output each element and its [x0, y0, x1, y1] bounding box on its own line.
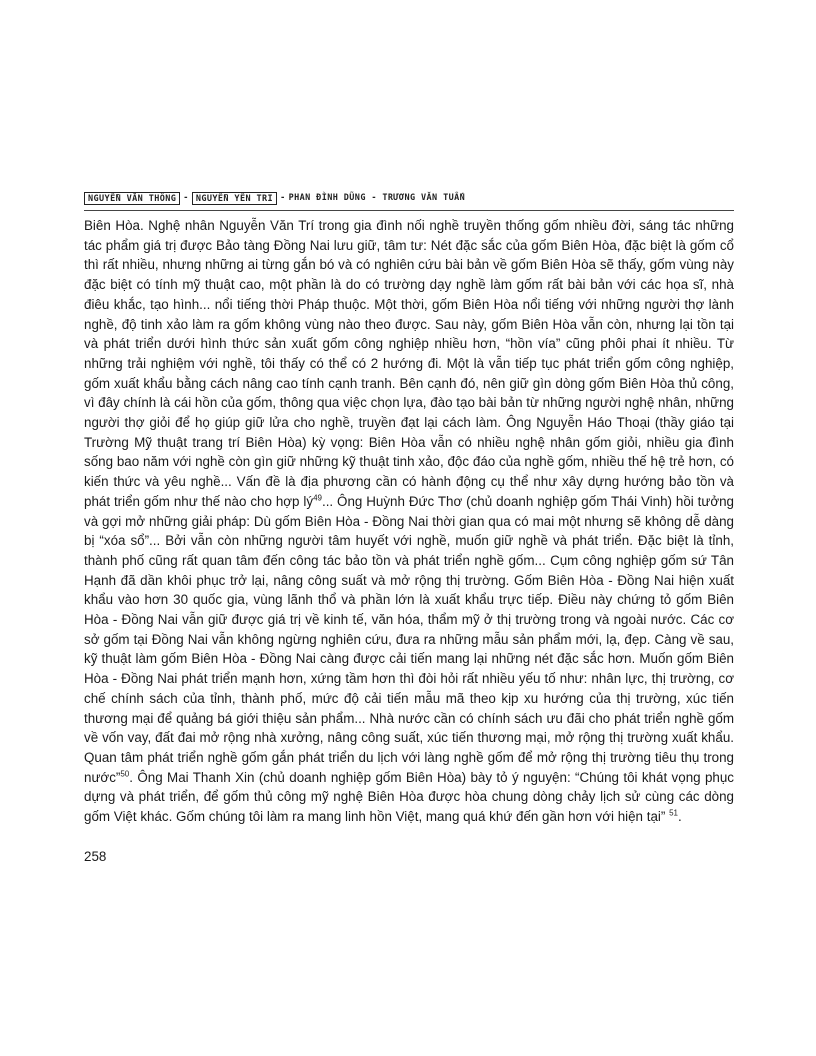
footnote-ref-51[interactable]: 51	[669, 808, 678, 818]
header-rule	[84, 210, 734, 211]
body-text-segment: . Ông Mai Thanh Xin (chủ doanh nghiệp gốm Biên Hòa) bày tỏ ý nguyện: “Chúng tôi khát vọng phục dựng và phát triển, để gốm thủ công mỹ nghệ Biên Hòa được hòa chung dòng chảy lịch sử cùng các dòng gốm Việt khác. Gốm chúng tôi làm ra mang linh hồn Việt, mang quá khứ đến gần hơn với hiện tại”	[84, 769, 734, 825]
body-text-segment: Biên Hòa. Nghệ nhân Nguyễn Văn Trí trong gia đình nối nghề truyền thống gốm nhiều đời, sáng tác những tác phẩm giá trị được Bảo tàng Đồng Nai lưu giữ, tâm tư: Nét đặc sắc của gốm Biên Hòa, đặc biệt là gốm cổ thì rất nhiều, nhưng những ai từng gắn bó và có nghiên cứu bài bản về gốm Biên Hòa sẽ thấy, gốm vùng này đặc biệt có tính mỹ thuật cao, một phần là do có trường dạy nghề làm gốm rất bài bản với các họa sĩ, nhà điêu khắc, tạo hình... nổi tiếng thời Pháp thuộc. Một thời, gốm Biên Hòa nổi tiếng với những người thợ lành nghề, độ tinh xảo làm ra gốm không vùng nào theo được. Sau này, gốm Biên Hòa vẫn còn, nhưng lại tồn tại và phát triển dưới hình thức sản xuất gốm công nghiệp nhiều hơn, “hồn vía” cũng phôi phai ít nhiều. Từ những trải nghiệm với nghề, tôi thấy có thể có 2 hướng đi. Một là vẫn tiếp tục phát triển gốm công nghiệp, gốm xuất khẩu bằng cách nâng cao tính cạnh tranh. Bên cạnh đó, nên giữ gìn dòng gốm Biên Hòa thủ công, vì đây chính là cái hồn của gốm, thông qua việc chọn lựa, đào tạo bài bản từ những người nghệ nhân, những người thợ giỏi để họ giúp giữ lửa cho nghề, truyền đạt lại cách làm. Ông Nguyễn Háo Thoại (thầy giáo tại Trường Mỹ thuật trang trí Biên Hòa) kỳ vọng: Biên Hòa vẫn có nhiều nghệ nhân gốm giỏi, nhiều gia đình sống bao năm với nghề còn gìn giữ những kỹ thuật tinh xảo, độc đáo của nghề gốm, nhiều thế hệ trẻ hơn, có kiến thức và yêu nghề... Vấn đề là địa phương cần có hành động cụ thể như xây dựng hướng bảo tồn và phát triển gốm như thế nào cho hợp lý	[84, 218, 734, 509]
header-author-1: NGUYỄN VĂN THÔNG	[84, 192, 180, 205]
body-paragraph	[84, 216, 734, 827]
page-number: 258	[84, 849, 107, 864]
body-text-segment: ... Ông Huỳnh Đức Thơ (chủ doanh nghiệp gốm Thái Vinh) hồi tưởng và gợi mở những giải pháp: Dù gốm Biên Hòa - Đồng Nai thời gian qua có mai một nhưng sẽ không dễ dàng bị “xóa sổ”... Bởi vẫn còn những người tâm huyết với nghề, muốn giữ nghề và phát triển. Đặc biệt là tỉnh, thành phố cũng rất quan tâm đến công tác bảo tồn và phát triển nghề gốm... Cụm công nghiệp gốm sứ Tân Hạnh đã dần khôi phục trở lại, nâng công suất và mở rộng thị trường. Gốm Biên Hòa - Đồng Nai hiện xuất khẩu vào hơn 30 quốc gia, vùng lãnh thổ và phần lớn là xuất khẩu trực tiếp. Điều này chứng tỏ gốm Biên Hòa - Đồng Nai vẫn giữ được giá trị về kinh tế, văn hóa, thẩm mỹ ở thị trường trong và ngoài nước. Các cơ sở gốm tại Đồng Nai vẫn không ngừng nghiên cứu, đưa ra những mẫu sản phẩm mới, lạ, đẹp. Càng về sau, kỹ thuật làm gốm Biên Hòa - Đồng Nai càng được cải tiến mang lại những nét đặc sắc hơn. Muốn gốm Biên Hòa - Đồng Nai phát triển mạnh hơn, xứng tầm hơn thì đòi hỏi rất nhiều yếu tố như: nhân lực, thị trường, cơ chế chính sách của tỉnh, thành phố, mức độ cải tiến mẫu mã theo kịp xu hướng của thị trường, xúc tiến thương mại để quảng bá giới thiệu sản phẩm... Nhà nước cần có chính sách ưu đãi cho phát triển nghề gốm về vốn vay, đất đai mở rộng nhà xưởng, nâng công suất, xúc tiến thương mại, mở rộng thị trường xuất khẩu. Quan tâm phát triển nghề gốm gắn phát triển du lịch với làng nghề gốm để mở rộng thị trường tiêu thụ trong nước”	[84, 493, 734, 785]
body-text-segment: .	[677, 809, 682, 825]
footnote-ref-49[interactable]: 49	[313, 493, 322, 503]
header-authors-3-4: PHAN ĐÌNH DŨNG - TRƯƠNG VĂN TUẤN	[288, 193, 466, 203]
header-separator: -	[183, 193, 189, 203]
header-separator: -	[280, 193, 286, 203]
running-header	[84, 191, 734, 205]
footnote-ref-50[interactable]: 50	[120, 769, 130, 779]
header-author-2: NGUYỄN YÊN TRI	[192, 192, 277, 205]
